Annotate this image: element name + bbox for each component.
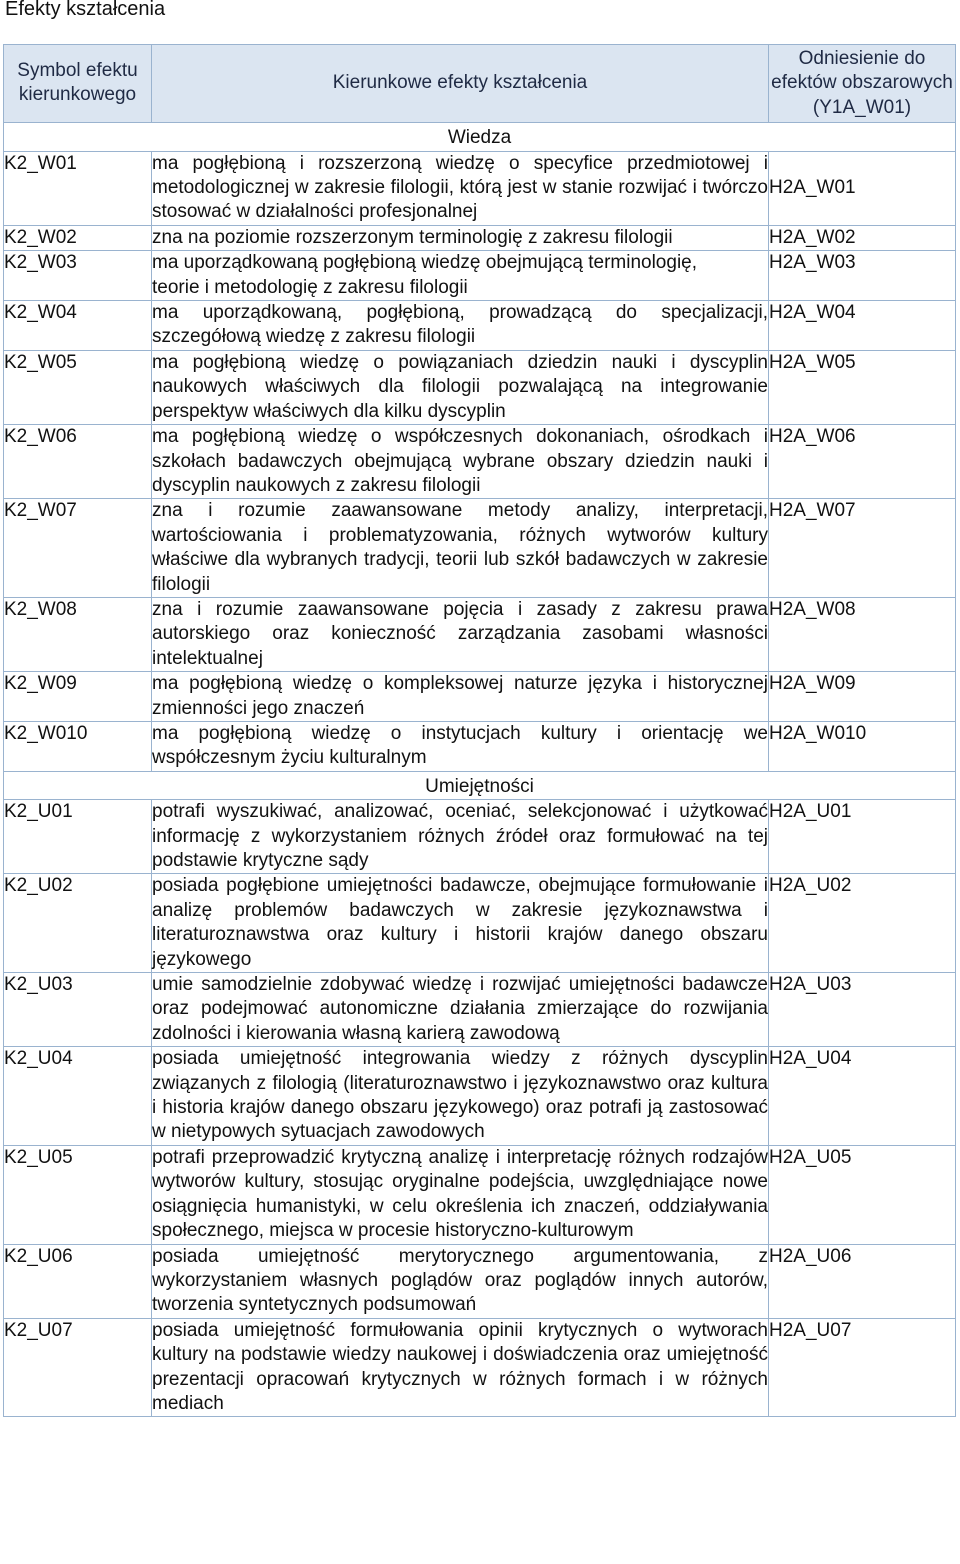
table-row xyxy=(4,225,956,250)
symbol-cell: K2_U02 xyxy=(4,874,152,973)
section-title: Umiejętności xyxy=(4,771,956,799)
description-cell: ma pogłębioną wiedzę o kompleksowej naturze języka i historycznej zmienności jego znaczeń xyxy=(152,672,769,722)
table-row xyxy=(4,1318,956,1417)
document-title: Efekty kształcenia xyxy=(5,0,166,20)
table-row xyxy=(4,721,956,771)
description-cell: ma pogłębioną wiedzę o współczesnych dokonaniach, ośrodkach i szkołach badawczych obejmującą wybrane obszary dziedzin nauki i dyscyplin naukowych z zakresu filologii xyxy=(152,425,769,499)
reference-cell: H2A_W04 xyxy=(769,301,956,351)
symbol-cell: K2_U06 xyxy=(4,1244,152,1318)
table-row xyxy=(4,499,956,598)
table-body xyxy=(4,123,956,1417)
description-cell: zna i rozumie zaawansowane metody analizy, interpretacji, wartościowania i problematyzowania, różnych wytworów kultury właściwe dla wybranych tradycji, teorii lub szkół badawczych w zakresie filologii xyxy=(152,499,769,598)
description-cell: umie samodzielnie zdobywać wiedzę i rozwijać umiejętności badawcze oraz podejmować autonomiczne działania zmierzające do rozwijania zdolności i kierowania własną karierą zawodową xyxy=(152,973,769,1047)
table-row xyxy=(4,1145,956,1244)
table-row xyxy=(4,350,956,424)
table-row xyxy=(4,874,956,973)
reference-cell: H2A_W06 xyxy=(769,425,956,499)
symbol-cell: K2_U07 xyxy=(4,1318,152,1417)
description-cell: ma pogłębioną i rozszerzoną wiedzę o specyfice przedmiotowej i metodologicznej w zakresie filologii, którą jest w stanie rozwijać i twórczo stosować w działalności profesjonalnej xyxy=(152,151,769,225)
description-cell: zna na poziomie rozszerzonym terminologię z zakresu filologii xyxy=(152,225,769,250)
description-cell xyxy=(152,251,769,301)
description-text-continued: teorie i metodologię z zakresu filologii xyxy=(152,276,468,298)
table-row xyxy=(4,973,956,1047)
reference-cell: H2A_U04 xyxy=(769,1047,956,1146)
symbol-cell: K2_W07 xyxy=(4,499,152,598)
description-cell: posiada umiejętność merytorycznego argumentowania, z wykorzystaniem własnych poglądów oraz poglądów innych autorów, tworzenia syntetycznych podsumowań xyxy=(152,1244,769,1318)
reference-cell: H2A_U02 xyxy=(769,874,956,973)
description-cell: zna i rozumie zaawansowane pojęcia i zasady z zakresu prawa autorskiego oraz konieczność zarządzania zasobami własności intelektualnej xyxy=(152,597,769,671)
symbol-cell: K2_U05 xyxy=(4,1145,152,1244)
description-cell: posiada umiejętność integrowania wiedzy z różnych dyscyplin związanych z filologią (literaturoznawstwo i językoznawstwo oraz kultura i historia krajów danego obszaru językowego) oraz potrafi ją zastosować w nietypowych sytuacjach zawodowych xyxy=(152,1047,769,1146)
reference-cell: H2A_W010 xyxy=(769,721,956,771)
table-row xyxy=(4,251,956,301)
symbol-cell: K2_W02 xyxy=(4,225,152,250)
table-row xyxy=(4,151,956,225)
reference-cell: H2A_W09 xyxy=(769,672,956,722)
reference-cell: H2A_U06 xyxy=(769,1244,956,1318)
description-cell: potrafi wyszukiwać, analizować, oceniać, selekcjonować i użytkować informację z wykorzystaniem różnych źródeł oraz formułować na tej podstawie krytyczne sądy xyxy=(152,800,769,874)
symbol-cell: K2_W05 xyxy=(4,350,152,424)
table-row xyxy=(4,597,956,671)
symbol-cell: K2_W01 xyxy=(4,151,152,225)
reference-cell: H2A_W08 xyxy=(769,597,956,671)
symbol-cell: K2_W08 xyxy=(4,597,152,671)
symbol-cell: K2_W04 xyxy=(4,301,152,351)
section-title: Wiedza xyxy=(4,123,956,151)
reference-cell: H2A_U05 xyxy=(769,1145,956,1244)
section-row xyxy=(4,123,956,151)
symbol-cell: K2_W03 xyxy=(4,251,152,301)
symbol-cell: K2_U04 xyxy=(4,1047,152,1146)
description-cell: ma pogłębioną wiedzę o instytucjach kultury i orientację we współczesnym życiu kulturalnym xyxy=(152,721,769,771)
reference-cell: H2A_W03 xyxy=(769,251,956,301)
reference-cell: H2A_U07 xyxy=(769,1318,956,1417)
reference-cell: H2A_W05 xyxy=(769,350,956,424)
header-effects: Kierunkowe efekty kształcenia xyxy=(152,45,769,123)
reference-cell: H2A_U03 xyxy=(769,973,956,1047)
description-cell: ma pogłębioną wiedzę o powiązaniach dziedzin nauki i dyscyplin naukowych właściwych dla filologii pozwalającą na integrowanie perspektyw właściwych dla kilku dyscyplin xyxy=(152,350,769,424)
section-row xyxy=(4,771,956,799)
table-row xyxy=(4,672,956,722)
learning-outcomes-table xyxy=(3,44,956,1417)
description-cell: potrafi przeprowadzić krytyczną analizę i interpretację różnych rodzajów wytworów kultury, stosując oryginalne podejścia, uwzględniające nowe osiągnięcia humanistyki, w celu określenia ich znaczeń, oddziaływania społecznego, miejsca w procesie historyczno-kulturowym xyxy=(152,1145,769,1244)
reference-cell: H2A_U01 xyxy=(769,800,956,874)
header-symbol: Symbol efektu kierunkowego xyxy=(4,45,152,123)
table-row xyxy=(4,301,956,351)
description-cell: posiada pogłębione umiejętności badawcze, obejmujące formułowanie i analizę problemów badawczych w zakresie językoznawstwa i literaturoznawstwa oraz kultury i historii krajów danego obszaru językowego xyxy=(152,874,769,973)
symbol-cell: K2_W010 xyxy=(4,721,152,771)
table-row xyxy=(4,425,956,499)
table-header-row xyxy=(4,45,956,123)
symbol-cell: K2_U01 xyxy=(4,800,152,874)
symbol-cell: K2_W09 xyxy=(4,672,152,722)
description-cell: ma uporządkowaną, pogłębioną, prowadzącą do specjalizacji, szczegółową wiedzę z zakresu filologii xyxy=(152,301,769,351)
symbol-cell: K2_U03 xyxy=(4,973,152,1047)
description-cell: posiada umiejętność formułowania opinii krytycznych o wytworach kultury na podstawie wiedzy naukowej i doświadczenia oraz umiejętność prezentacji opracowań krytycznych w różnych formach i w różnych mediach xyxy=(152,1318,769,1417)
symbol-cell: K2_W06 xyxy=(4,425,152,499)
reference-cell: H2A_W01 xyxy=(769,151,956,225)
table-row xyxy=(4,1244,956,1318)
table-row xyxy=(4,1047,956,1146)
description-text: ma uporządkowaną pogłębioną wiedzę obejmującą terminologię, xyxy=(152,252,698,274)
table-row xyxy=(4,800,956,874)
reference-cell: H2A_W02 xyxy=(769,225,956,250)
header-reference: Odniesienie do efektów obszarowych (Y1A_W01) xyxy=(769,45,956,123)
reference-cell: H2A_W07 xyxy=(769,499,956,598)
